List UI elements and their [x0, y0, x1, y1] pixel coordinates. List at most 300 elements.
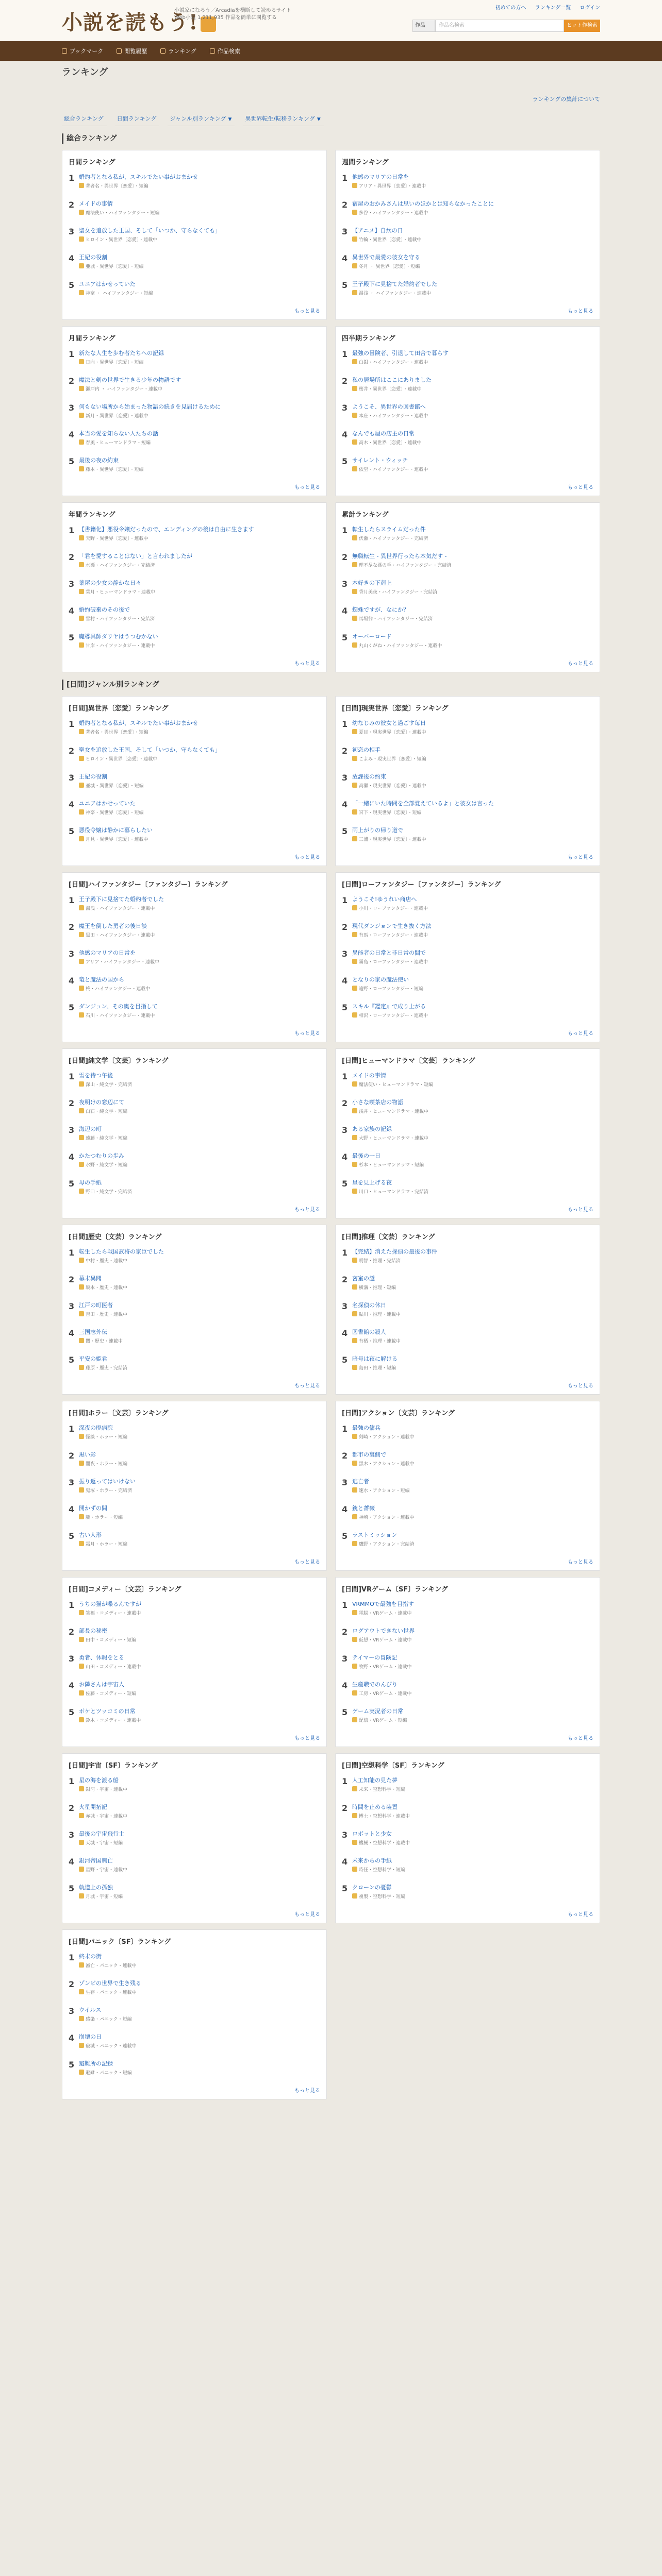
novel-title-link[interactable]: 放課後の約束: [352, 773, 386, 780]
more-link[interactable]: もっと見る: [294, 1560, 320, 1565]
rank-number: 2: [342, 746, 348, 756]
novel-title-link[interactable]: 深夜の廃病院: [79, 1425, 113, 1431]
novel-title-link[interactable]: となりの家の魔法使い: [352, 976, 409, 983]
author-icon: [352, 1717, 357, 1722]
ranking-card-title: [日間]コメディー〔文芸〕ランキング: [69, 1586, 181, 1594]
author-icon: [79, 1867, 84, 1872]
novel-title-link[interactable]: ログアウトできない世界: [352, 1628, 415, 1634]
novel-title-link[interactable]: 人工知能の見た夢: [352, 1777, 398, 1784]
rank-number: 5: [69, 633, 75, 642]
ranking-entry: [336, 200, 600, 216]
ranking-entry: [62, 1451, 326, 1467]
ranking-card-title: 月間ランキング: [69, 335, 115, 343]
novel-meta: 牧野・VRゲーム・連載中: [359, 1665, 412, 1670]
ranking-entry: [62, 376, 326, 392]
novel-title-link[interactable]: 火星開拓記: [79, 1804, 107, 1810]
novel-meta: 島田・推理・短編: [359, 1366, 396, 1371]
ranking-entry: [62, 1531, 326, 1547]
rank-number: 3: [342, 773, 348, 783]
author-icon: [352, 183, 357, 188]
novel-title-link[interactable]: 【書籍化】悪役令嬢だったので、エンディングの後は自由に生きます: [79, 526, 254, 533]
novel-title-link[interactable]: メイドの事情: [79, 200, 113, 207]
author-icon: [79, 959, 84, 964]
rank-number: 3: [69, 2006, 75, 2016]
novel-title-link[interactable]: 最後の宇宙飛行士: [79, 1831, 124, 1837]
novel-meta: 時任・空想科学・短編: [359, 1868, 406, 1873]
novel-title-link[interactable]: 何もない場所から始まった物語の続きを見届けるために: [79, 403, 221, 410]
novel-title-link[interactable]: 聖女を追放した王国、そして「いつか、守らなくても」: [79, 227, 221, 234]
novel-title-link[interactable]: 振り返ってはいけない: [79, 1478, 136, 1485]
novel-title-link[interactable]: 転生したらスライムだった件: [352, 526, 426, 533]
novel-title-link[interactable]: 【完結】消えた探偵の最後の事件: [352, 1248, 437, 1255]
rank-number: 4: [69, 1504, 75, 1514]
author-icon: [79, 1786, 84, 1791]
more-link[interactable]: もっと見る: [568, 485, 593, 490]
novel-meta: アリア・異世界〔恋愛〕・連載中: [359, 184, 426, 189]
novel-meta: 生存・パニック・連載中: [86, 1990, 137, 1995]
more-link[interactable]: もっと見る: [568, 1207, 593, 1213]
ranking-entry: [62, 1179, 326, 1195]
author-icon: [79, 2043, 84, 2048]
tab-genre[interactable]: [168, 111, 235, 126]
novel-meta: 吉田・歴史・連載中: [86, 1312, 128, 1317]
novel-title-link[interactable]: 黒い影: [79, 1451, 96, 1458]
novel-title-link[interactable]: 江戸の町医者: [79, 1302, 113, 1309]
main-content: [62, 65, 600, 2099]
novel-title-link[interactable]: ダンジョン、その奥を目指して: [79, 1003, 158, 1010]
novel-title-link[interactable]: スキル『鑑定』で成り上がる: [352, 1003, 426, 1010]
novel-title-link[interactable]: 本当の愛を知らない人たちの話: [79, 430, 158, 437]
novel-title-link[interactable]: 夜明けの窓辺にて: [79, 1099, 124, 1106]
ranking-entry: [336, 1857, 600, 1873]
novel-meta: 馬場翁・ハイファンタジー・完結済: [359, 617, 433, 622]
novel-meta: 冬月 ・ 異世界〔恋愛〕・短編: [359, 264, 420, 269]
more-link[interactable]: もっと見る: [294, 661, 320, 667]
author-icon: [352, 1541, 357, 1546]
novel-meta: 遠藤・純文学・短編: [86, 1136, 128, 1141]
more-link[interactable]: もっと見る: [294, 485, 320, 490]
novel-title-link[interactable]: 平安の姫君: [79, 1355, 107, 1362]
nav-history[interactable]: [117, 47, 147, 55]
novel-title-link[interactable]: 婚約破棄のその後で: [79, 606, 130, 613]
novel-title-link[interactable]: ある家族の記録: [352, 1126, 392, 1132]
novel-title-link[interactable]: 初恋の相手: [352, 747, 380, 753]
rank-number: 5: [69, 1884, 75, 1893]
novel-meta: 甘岸・ハイファンタジー・連載中: [86, 643, 155, 649]
novel-title-link[interactable]: 最後の夜の約束: [79, 457, 119, 464]
novel-title-link[interactable]: 異能者の日常と非日常の間で: [352, 950, 426, 956]
author-icon: [79, 562, 84, 567]
more-link[interactable]: もっと見る: [568, 309, 593, 314]
author-icon: [79, 1135, 84, 1140]
novel-meta: 配信・VRゲーム・短編: [359, 1718, 407, 1723]
novel-meta: 竹輪・異世界〔恋愛〕・連載中: [359, 238, 422, 243]
toplink-guide[interactable]: 初めての方へ: [495, 5, 526, 11]
novel-meta: 鮎川・推理・連載中: [359, 1312, 401, 1317]
novel-title-link[interactable]: オーバーロード: [352, 633, 392, 640]
ranking-card-title: [日間]ハイファンタジー〔ファンタジー〕ランキング: [69, 881, 228, 889]
novel-title-link[interactable]: ウイルス: [79, 2007, 102, 2013]
author-icon: [79, 932, 84, 937]
search-input[interactable]: 作品名検索: [435, 20, 564, 32]
novel-title-link[interactable]: 王妃の役割: [79, 773, 107, 780]
novel-title-link[interactable]: 未来からの手紙: [352, 1857, 392, 1864]
novel-title-link[interactable]: 逃亡者: [352, 1478, 369, 1485]
novel-meta: 丸山くがね・ハイファンタジー・連載中: [359, 643, 442, 649]
author-icon: [79, 642, 84, 648]
novel-title-link[interactable]: 「一緒にいた時間を全部覚えているよ」と彼女は言った: [352, 800, 494, 807]
rank-number: 5: [69, 456, 75, 466]
novel-meta: 湯浅 ・ ハイファンタジー・連載中: [359, 291, 431, 296]
author-icon: [79, 413, 84, 418]
novel-title-link[interactable]: メイドの事情: [352, 1072, 386, 1079]
ranking-entry: [62, 430, 326, 446]
chevron-down-icon: ▼: [228, 117, 232, 122]
novel-title-link[interactable]: 魔導具師ダリヤはうつむかない: [79, 633, 158, 640]
novel-meta: 川口・ヒューマンドラマ・完結済: [359, 1190, 429, 1195]
nav-bookmark[interactable]: [62, 47, 103, 55]
ranking-entry: [62, 526, 326, 541]
author-icon: [352, 729, 357, 734]
novel-meta: 中村・歴史・連載中: [86, 1259, 128, 1264]
ranking-entry: [62, 1803, 326, 1819]
more-link[interactable]: もっと見る: [568, 1736, 593, 1741]
novel-title-link[interactable]: 魔法と剣の世界で生きる少年の物語です: [79, 377, 181, 383]
novel-title-link[interactable]: テイマーの冒険記: [352, 1654, 398, 1661]
rank-number: 5: [342, 456, 348, 466]
ranking-entry: [62, 579, 326, 595]
novel-title-link[interactable]: 名探偵の休日: [352, 1302, 386, 1309]
author-icon: [352, 589, 357, 594]
novel-meta: 香月美夜・ハイファンタジー・完結済: [359, 590, 438, 595]
novel-meta: 深山・純文学・完結済: [86, 1082, 133, 1088]
novel-title-link[interactable]: 避難所の記録: [79, 2060, 113, 2067]
novel-title-link[interactable]: サイレント・ウィッチ: [352, 457, 408, 464]
novel-title-link[interactable]: 密室の謎: [352, 1275, 375, 1282]
ranking-entry: [62, 1072, 326, 1088]
search-bar: [412, 20, 600, 32]
novel-meta: 宮下・現実世界〔恋愛〕・短編: [359, 810, 422, 816]
author-icon: [79, 1108, 84, 1113]
novel-meta: 水瀬・ハイファンタジー・完結済: [86, 563, 155, 568]
rank-number: 5: [342, 280, 348, 290]
novel-meta: 杉本・ヒューマンドラマ・短編: [359, 1163, 424, 1168]
novel-title-link[interactable]: 最強の傭兵: [352, 1425, 380, 1431]
novel-meta: こよみ・現実世界〔恋愛〕・短編: [359, 757, 426, 762]
novel-title-link[interactable]: 他感のマリアの日常を: [79, 950, 136, 956]
nav-label: ランキング: [168, 48, 196, 55]
rank-number: 1: [69, 895, 75, 905]
tab-daily[interactable]: 日間ランキング: [115, 111, 160, 126]
novel-title-link[interactable]: 婚約者となる私が、スキルでたい事がおまかせ: [79, 720, 198, 726]
novel-title-link[interactable]: 宿屋のおかみさんは思いのほかとは知らなかったことに: [352, 200, 494, 207]
rank-number: 1: [342, 1072, 348, 1081]
author-icon: [79, 1487, 84, 1493]
ranking-card: [335, 150, 600, 320]
novel-title-link[interactable]: 「君を愛することはない」と言われましたが: [79, 553, 192, 560]
novel-meta: 月見・異世界〔恋愛〕・連載中: [86, 837, 148, 842]
rank-number: 4: [69, 1328, 75, 1338]
novel-meta: 新月・異世界〔恋愛〕・連載中: [86, 414, 148, 419]
author-icon: [79, 1311, 84, 1316]
ranking-card-title: 累計ランキング: [342, 511, 389, 519]
more-link[interactable]: もっと見る: [568, 855, 593, 860]
novel-title-link[interactable]: 幼なじみの彼女と過ごす毎日: [352, 720, 426, 726]
ranking-entry: [62, 2033, 326, 2049]
novel-title-link[interactable]: ラストミッション: [352, 1532, 398, 1538]
ranking-card-title: [日間]アクション〔文芸〕ランキング: [342, 1410, 455, 1417]
ranking-about-link[interactable]: ランキングの集計について: [532, 96, 600, 103]
novel-title-link[interactable]: ボケとツッコミの日常: [79, 1708, 136, 1715]
author-icon: [79, 756, 84, 761]
novel-title-link[interactable]: 銀河帝国興亡: [79, 1857, 113, 1864]
rank-number: 1: [69, 349, 75, 359]
novel-title-link[interactable]: 雨上がりの帰り道で: [352, 827, 403, 834]
novel-title-link[interactable]: ユニアはかせっていた: [79, 800, 136, 807]
ranking-card-title: [日間]推理〔文芸〕ランキング: [342, 1233, 435, 1241]
toplink-ranking-list[interactable]: ランキング一覧: [535, 5, 571, 11]
rank-number: 3: [342, 227, 348, 236]
rank-number: 5: [69, 826, 75, 836]
novel-title-link[interactable]: 開かずの間: [79, 1505, 107, 1512]
rank-number: 2: [342, 376, 348, 386]
novel-title-link[interactable]: かたつむりの歩み: [79, 1153, 124, 1159]
toplink-login[interactable]: ログイン: [580, 5, 600, 11]
rank-number: 4: [342, 1857, 348, 1867]
more-link[interactable]: もっと見る: [568, 1912, 593, 1918]
tab-overall[interactable]: 総合ランキング: [62, 111, 107, 126]
more-link[interactable]: もっと見る: [294, 1031, 320, 1037]
genre-ranking-grid: [62, 696, 600, 2099]
novel-title-link[interactable]: 新たな人生を歩む者たちへの記録: [79, 350, 164, 357]
ranking-entry: [62, 1600, 326, 1616]
novel-title-link[interactable]: 【アニメ】自炊の日: [352, 227, 403, 234]
author-icon: [352, 1284, 357, 1290]
novel-title-link[interactable]: 海辺の町: [79, 1126, 102, 1132]
novel-meta: 星野・宇宙・連載中: [86, 1868, 128, 1873]
rank-number: 3: [342, 579, 348, 589]
novel-title-link[interactable]: 古い人形: [79, 1532, 102, 1538]
ranking-entry: [336, 1098, 600, 1114]
novel-title-link[interactable]: ゾンビの世界で生き残る: [79, 1980, 141, 1987]
novel-title-link[interactable]: 銃と薔薇: [352, 1505, 375, 1512]
ranking-entry: [62, 200, 326, 216]
ranking-entry: [62, 1424, 326, 1440]
novel-title-link[interactable]: 聖女を追放した王国、そして「いつか、守らなくても」: [79, 747, 221, 753]
rank-number: 3: [342, 949, 348, 959]
author-icon: [79, 1012, 84, 1018]
novel-meta: 田中・コメディー・短編: [86, 1638, 137, 1643]
novel-title-link[interactable]: 転生したら戦国武将の家臣でした: [79, 1248, 164, 1255]
ranking-entry: [62, 1504, 326, 1520]
ranking-card-title: [日間]現実世界〔恋愛〕ランキング: [342, 705, 449, 713]
novel-title-link[interactable]: ロボットと少女: [352, 1831, 392, 1837]
novel-meta: 月城・宇宙・短編: [86, 1894, 123, 1900]
rank-number: 2: [342, 552, 348, 562]
more-link[interactable]: もっと見る: [568, 1383, 593, 1389]
ranking-entry: [336, 173, 600, 189]
author-icon: [352, 562, 357, 567]
ranking-card: [62, 696, 327, 866]
novel-title-link[interactable]: 婚約者となる私が、スキルでたい事がおまかせ: [79, 174, 198, 180]
novel-title-link[interactable]: クローンの憂鬱: [352, 1884, 392, 1891]
nav-search[interactable]: [210, 47, 240, 55]
novel-meta: 鬼塚・ホラー・完結済: [86, 1488, 133, 1494]
more-link[interactable]: もっと見る: [294, 309, 320, 314]
ranking-entry: [336, 1776, 600, 1792]
site-logo[interactable]: 小説を読もう!: [62, 6, 216, 36]
ranking-entry: [336, 1600, 600, 1616]
ranking-card: [62, 326, 327, 496]
novel-title-link[interactable]: 勇者、休暇をとる: [79, 1654, 124, 1661]
novel-title-link[interactable]: 最後の一日: [352, 1153, 380, 1159]
author-icon: [352, 1786, 357, 1791]
rank-number: 1: [342, 1776, 348, 1786]
novel-title-link[interactable]: 都市の裏側で: [352, 1451, 386, 1458]
author-icon: [352, 1434, 357, 1439]
author-icon: [79, 386, 84, 391]
more-link[interactable]: もっと見る: [568, 1031, 593, 1037]
ranking-card-title: [日間]ヒューマンドラマ〔文芸〕ランキング: [342, 1057, 475, 1065]
novel-title-link[interactable]: 王子殿下に見捨てた婚約者でした: [79, 896, 164, 903]
ranking-entry: [62, 1478, 326, 1494]
ranking-entry: [62, 1857, 326, 1873]
tab-isekai[interactable]: [243, 111, 323, 126]
author-icon: [352, 1637, 357, 1642]
novel-title-link[interactable]: うちの猫が喋るんですが: [79, 1601, 141, 1607]
novel-title-link[interactable]: 小さな喫茶店の物語: [352, 1099, 403, 1106]
novel-title-link[interactable]: ようこそ!ゆうれい商店へ: [352, 896, 417, 903]
novel-title-link[interactable]: 暗号は夜に解ける: [352, 1355, 398, 1362]
novel-title-link[interactable]: 崩壊の日: [79, 2033, 102, 2040]
rank-number: 2: [342, 922, 348, 932]
section-title-overall: 総合ランキング: [62, 133, 600, 144]
search-type-select[interactable]: 作品: [412, 20, 435, 32]
novel-meta: 著者名・異世界〔恋愛〕・短編: [86, 184, 148, 189]
ranking-entry: [62, 800, 326, 816]
novel-title-link[interactable]: なんでも屋の店主の日常: [352, 430, 415, 437]
ranking-card: [335, 1225, 600, 1395]
ranking-entry: [336, 895, 600, 911]
author-icon: [352, 809, 357, 815]
novel-title-link[interactable]: 部長の秘密: [79, 1628, 107, 1634]
novel-title-link[interactable]: 蜘蛛ですが、なにか？: [352, 606, 409, 613]
author-icon: [352, 1108, 357, 1113]
rank-number: 3: [342, 1478, 348, 1487]
novel-title-link[interactable]: ゲーム実況者の日常: [352, 1708, 403, 1715]
novel-title-link[interactable]: VRMMOで最強を目指す: [352, 1601, 414, 1607]
ranking-entry: [336, 949, 600, 965]
novel-title-link[interactable]: 本好きの下剋上: [352, 580, 392, 586]
novel-title-link[interactable]: 現代ダンジョンで生き抜く方法: [352, 923, 432, 929]
author-icon: [352, 1514, 357, 1519]
more-link[interactable]: もっと見る: [294, 1383, 320, 1389]
novel-title-link[interactable]: 幕末異聞: [79, 1275, 102, 1282]
nav-ranking[interactable]: [160, 47, 196, 55]
novel-meta: 闇夜・ホラー・短編: [86, 1462, 128, 1467]
novel-title-link[interactable]: 王妃の役割: [79, 254, 107, 261]
author-icon: [79, 290, 84, 295]
rank-number: 5: [69, 1355, 75, 1365]
ranking-entry: [62, 746, 326, 762]
rank-number: 2: [69, 1451, 75, 1461]
rank-number: 2: [69, 1275, 75, 1284]
rank-number: 4: [342, 1504, 348, 1514]
novel-title-link[interactable]: 星の海を渡る船: [79, 1777, 119, 1784]
rank-number: 5: [69, 1003, 75, 1012]
ranking-entry: [336, 1275, 600, 1291]
novel-title-link[interactable]: お隣さんは宇宙人: [79, 1681, 124, 1688]
more-link[interactable]: もっと見る: [294, 1207, 320, 1213]
novel-title-link[interactable]: 星を見上げる夜: [352, 1179, 392, 1186]
ranking-entry: [62, 1681, 326, 1697]
more-link[interactable]: もっと見る: [568, 1560, 593, 1565]
site-tagline: [174, 7, 291, 22]
novel-title-link[interactable]: 無職転生 ‐ 異世界行ったら本気だす ‐: [352, 553, 447, 560]
nav-label: 作品検索: [217, 48, 240, 55]
novel-meta: 未来・空想科学・短編: [359, 1787, 406, 1792]
novel-title-link[interactable]: 図書館の殺人: [352, 1329, 386, 1335]
author-icon: [79, 1365, 84, 1370]
novel-meta: 藤原・歴史・完結済: [86, 1366, 128, 1371]
novel-title-link[interactable]: 雪を待つ午後: [79, 1072, 113, 1079]
novel-title-link[interactable]: 三国志外伝: [79, 1329, 107, 1335]
novel-title-link[interactable]: 竜と魔法の国から: [79, 976, 124, 983]
novel-title-link[interactable]: 薬屋の少女の静かな日々: [79, 580, 141, 586]
ranking-entry: [62, 895, 326, 911]
nav-label: ブックマーク: [70, 48, 104, 55]
tab-label: ジャンル別ランキング: [170, 115, 226, 122]
rank-number: 1: [342, 719, 348, 729]
novel-title-link[interactable]: 軌道上の孤独: [79, 1884, 113, 1891]
novel-title-link[interactable]: ユニアはかせっていた: [79, 281, 136, 287]
rank-number: 5: [69, 1179, 75, 1189]
more-link[interactable]: もっと見る: [294, 2088, 320, 2094]
novel-meta: ヒロイン・異世界〔恋愛〕・連載中: [86, 757, 158, 762]
ranking-entry: [62, 1152, 326, 1168]
novel-title-link[interactable]: 異世界で最愛の彼女を守る: [352, 254, 420, 261]
novel-title-link[interactable]: 生産職でのんびり: [352, 1681, 398, 1688]
more-link[interactable]: もっと見る: [294, 1912, 320, 1918]
novel-title-link[interactable]: 悪役令嬢は静かに暮らしたい: [79, 827, 153, 834]
novel-meta: 関・歴史・連載中: [86, 1339, 123, 1344]
author-icon: [352, 1365, 357, 1370]
author-icon: [352, 1461, 357, 1466]
search-button[interactable]: ヒット作検索: [564, 20, 600, 32]
novel-title-link[interactable]: 時間を止める装置: [352, 1804, 398, 1810]
novel-title-link[interactable]: 最強の冒険者、引退して田舎で暮らす: [352, 350, 449, 357]
top-links: [488, 3, 600, 11]
novel-title-link[interactable]: 母の手紙: [79, 1179, 102, 1186]
novel-title-link[interactable]: 終末の街: [79, 1953, 102, 1960]
author-icon: [79, 1610, 84, 1615]
more-link[interactable]: もっと見る: [294, 855, 320, 860]
ranking-row: [62, 872, 600, 1042]
rank-number: 2: [69, 922, 75, 932]
novel-title-link[interactable]: 魔王を倒した勇者の後日談: [79, 923, 147, 929]
novel-title-link[interactable]: ようこそ、異世界の図書館へ: [352, 403, 426, 410]
more-link[interactable]: もっと見る: [568, 661, 593, 667]
novel-meta: 霜月・ホラー・短編: [86, 1542, 128, 1547]
novel-title-link[interactable]: 王子殿下に見捨てた婚約者でした: [352, 281, 437, 287]
ranking-entry: [336, 1803, 600, 1819]
ranking-entry: [62, 1275, 326, 1291]
novel-title-link[interactable]: 他感のマリアの日常を: [352, 174, 409, 180]
novel-title-link[interactable]: 私の居場所はここにありました: [352, 377, 432, 383]
more-link[interactable]: もっと見る: [294, 1736, 320, 1741]
author-icon: [79, 1189, 84, 1194]
author-icon: [79, 183, 84, 188]
